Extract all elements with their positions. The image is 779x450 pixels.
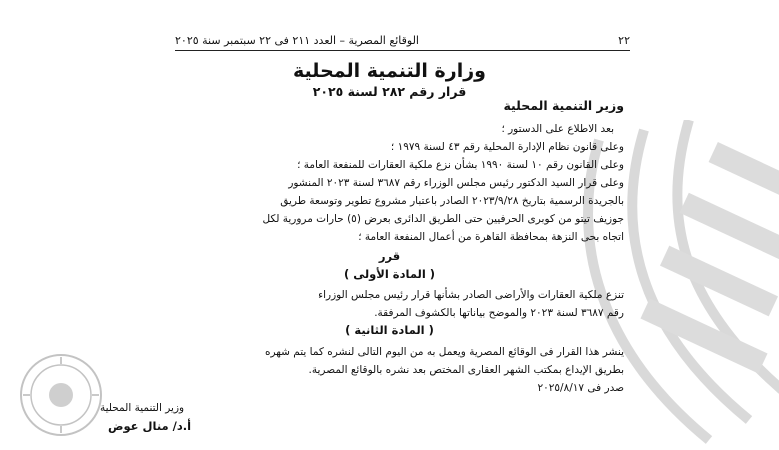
signatory-title: وزير التنمية المحلية: [100, 402, 185, 414]
article-2-line: ينشر هذا القرار فى الوقائع المصرية ويعمل به من اليوم التالى لنشره كما يتم شهره: [264, 346, 624, 358]
running-header: [175, 34, 630, 51]
seal-stamp: [18, 352, 104, 438]
preamble-line: وعلى القانون رقم ١٠ لسنة ١٩٩٠ بشأن نزع ملكية العقارات للمنفعة العامة ؛: [297, 159, 624, 171]
issuer-title: وزير التنمية المحلية: [503, 98, 624, 113]
decree-number: قرار رقم ٢٨٢ لسنة ٢٠٢٥: [312, 84, 467, 99]
article-1-heading: ( المادة الأولى ): [343, 267, 436, 281]
issue-date: صدر فى ٢٠٢٥/٨/١٧: [537, 382, 624, 394]
preamble-line: اتجاه بحى النزهة بمحافظة القاهرة من أعمال المنفعة العامة ؛: [358, 231, 624, 243]
signatory-name: أ.د/ منال عوض: [108, 419, 192, 433]
article-1-line: تنزع ملكية العقارات والأراضى الصادر بشأنها قرار رئيس مجلس الوزراء: [318, 289, 624, 301]
article-1-line: رقم ٣٦٨٧ لسنة ٢٠٢٣ والموضح بياناتها بالكشوف المرفقة.: [374, 307, 624, 319]
preamble-line: جوزيف تيتو من كوبرى الحرفيين حتى الطريق الدائرى بعرض (٥) حارات مرورية لكل: [262, 213, 624, 225]
article-2-heading: ( المادة الثانية ): [345, 323, 434, 337]
article-2-line: بطريق الإيداع بمكتب الشهر العقارى المختص بعد نشره بالوقائع المصرية.: [308, 364, 624, 376]
preamble-line: وعلى قانون نظام الإدارة المحلية رقم ٤٣ لسنة ١٩٧٩ ؛: [390, 141, 624, 153]
preamble-line: بالجريدة الرسمية بتاريخ ٢٠٢٣/٩/٢٨ الصادر باعتبار مشروع تطوير وتوسعة طريق: [280, 195, 624, 207]
decided-heading: قرر: [378, 249, 401, 263]
preamble-line: بعد الاطلاع على الدستور ؛: [501, 123, 614, 135]
ministry-title: وزارة التنمية المحلية: [293, 60, 486, 82]
preamble-line: وعلى قرار السيد الدكتور رئيس مجلس الوزراء رقم ٣٦٨٧ لسنة ٢٠٢٣ المنشور: [288, 177, 624, 189]
issue-info: الوقائع المصرية – العدد ٢١١ فى ٢٢ سبتمبر سنة ٢٠٢٥: [175, 34, 419, 47]
page-number: ٢٢: [618, 34, 630, 47]
